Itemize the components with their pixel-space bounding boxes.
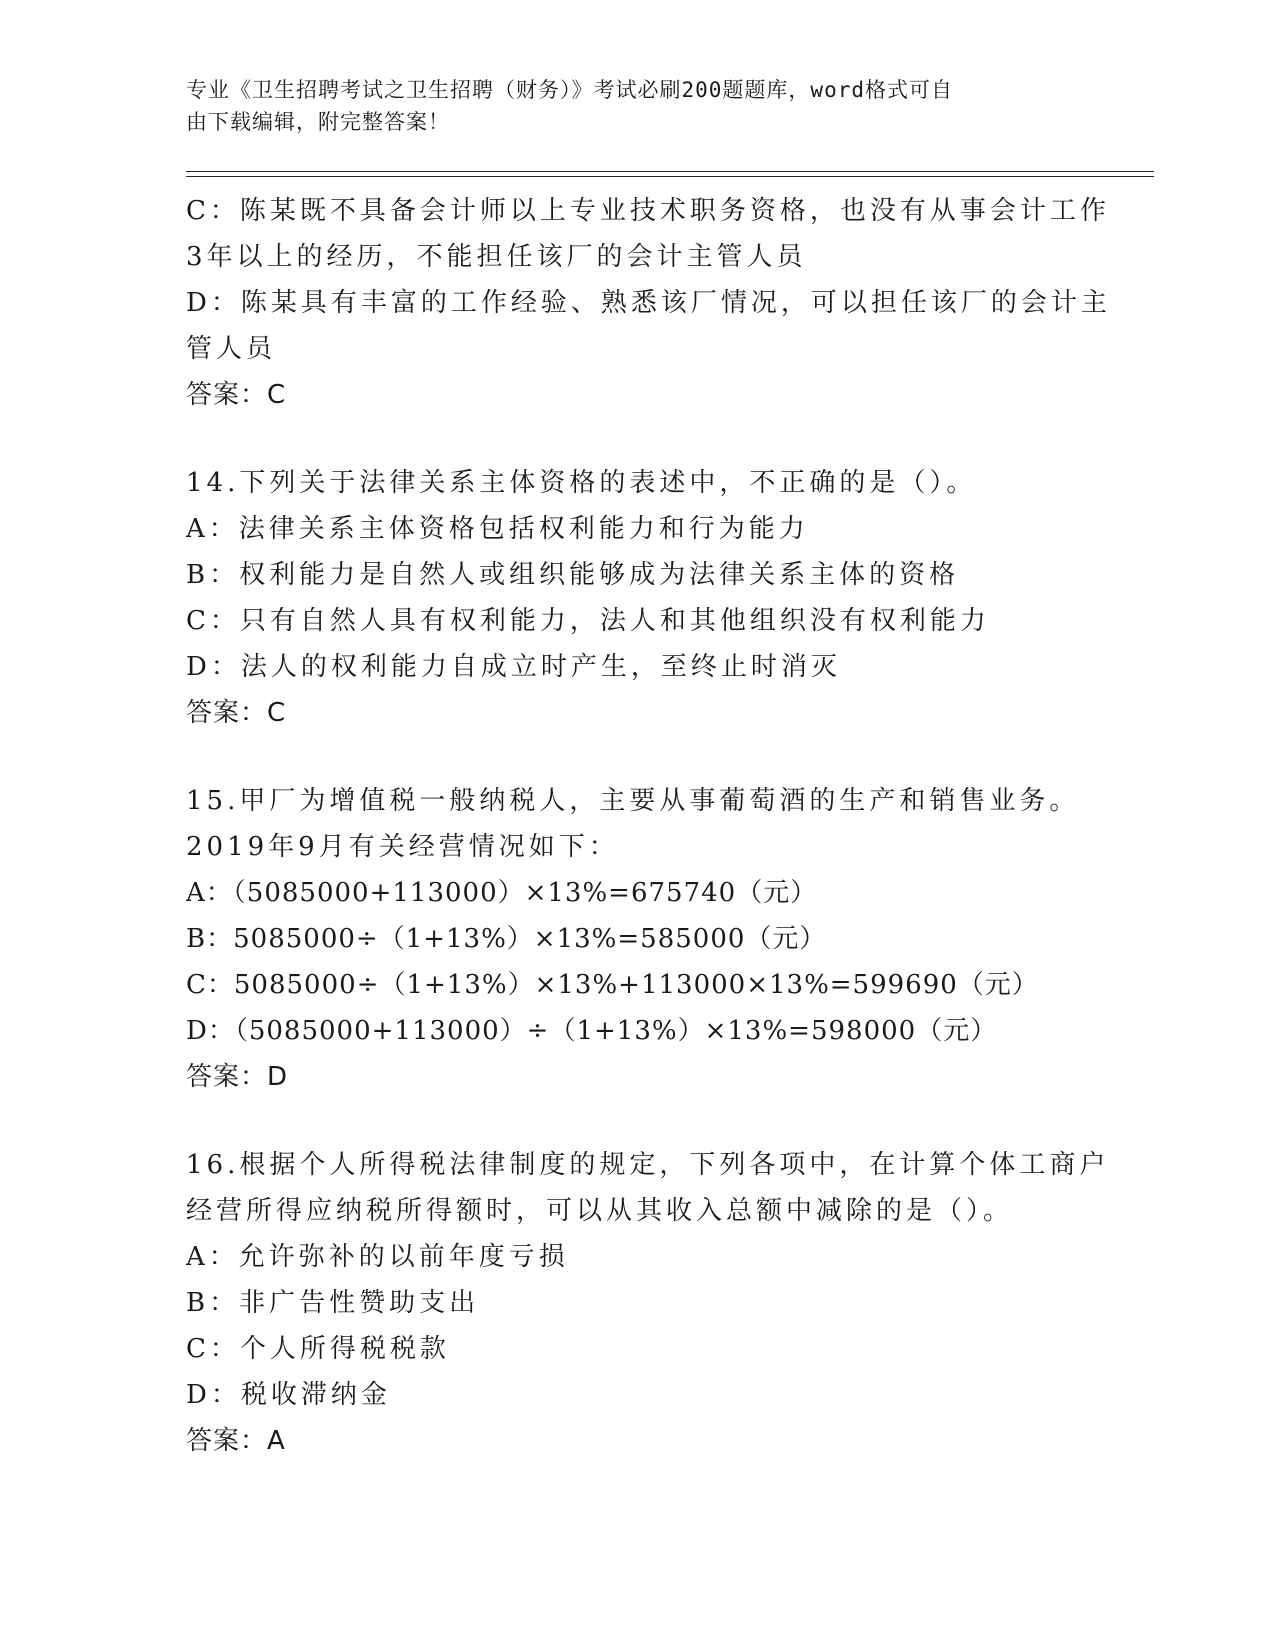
question-15-block (186, 778, 1086, 1100)
question-stem-line-1: 15.甲厂为增值税一般纳税人，主要从事葡萄酒的生产和销售业务。 (186, 786, 1080, 816)
spacer (186, 736, 1086, 778)
answer-line: 答案：C (186, 380, 287, 410)
option-b: B：5085000÷（1+13%）×13%=585000（元） (186, 924, 827, 954)
option-d: D：法人的权利能力自成立时产生，至终止时消灭 (186, 652, 841, 682)
header-title-line-1: 专业《卫生招聘考试之卫生招聘（财务）》考试必刷200题题库，word格式可自 (186, 78, 953, 102)
question-13-block (186, 188, 1111, 418)
question-stem-line-1: 16.根据个人所得税法律制度的规定，下列各项中，在计算个体工商户 (186, 1150, 1110, 1180)
header-divider-bottom (186, 176, 1154, 177)
option-c: C：5085000÷（1+13%）×13%+113000×13%=599690（元） (186, 970, 1039, 1000)
option-c: C：个人所得税税款 (186, 1334, 450, 1364)
spacer (186, 418, 1086, 460)
header-divider-top (186, 171, 1154, 172)
header-title-line-2: 由下载编辑，附完整答案！ (186, 110, 450, 134)
option-d: D：（5085000+113000）÷（1+13%）×13%=598000（元） (186, 1016, 998, 1046)
option-a: A：法律关系主体资格包括权利能力和行为能力 (186, 514, 809, 544)
question-list (186, 188, 1111, 1464)
option-b: B：非广告性赞助支出 (186, 1288, 480, 1318)
question-stem: 14.下列关于法律关系主体资格的表述中，不正确的是（）。 (186, 468, 977, 498)
document-header (186, 74, 1066, 138)
option-d-line-1: D：陈某具有丰富的工作经验、熟悉该厂情况，可以担任该厂的会计主 (186, 288, 1111, 318)
answer-line: 答案：D (186, 1062, 289, 1092)
option-a: A：允许弥补的以前年度亏损 (186, 1242, 569, 1272)
answer-line: 答案：A (186, 1426, 286, 1456)
spacer (186, 1100, 1086, 1142)
question-stem-line-2: 2019年9月有关经营情况如下： (186, 832, 619, 862)
question-14-block (186, 460, 1086, 736)
option-d: D：税收滞纳金 (186, 1380, 391, 1410)
option-d-line-2: 管人员 (186, 334, 277, 364)
option-b: B：权利能力是自然人或组织能够成为法律关系主体的资格 (186, 560, 960, 590)
option-a: A：（5085000+113000）×13%=675740（元） (186, 878, 818, 908)
answer-line: 答案：C (186, 698, 287, 728)
question-stem-line-2: 经营所得应纳税所得额时，可以从其收入总额中减除的是（）。 (186, 1196, 1014, 1226)
question-16-block (186, 1142, 1110, 1464)
option-c-line-1: C：陈某既不具备会计师以上专业技术职务资格，也没有从事会计工作 (186, 196, 1110, 226)
option-c-line-2: 3年以上的经历，不能担任该厂的会计主管人员 (186, 242, 807, 272)
option-c: C：只有自然人具有权利能力，法人和其他组织没有权利能力 (186, 606, 990, 636)
